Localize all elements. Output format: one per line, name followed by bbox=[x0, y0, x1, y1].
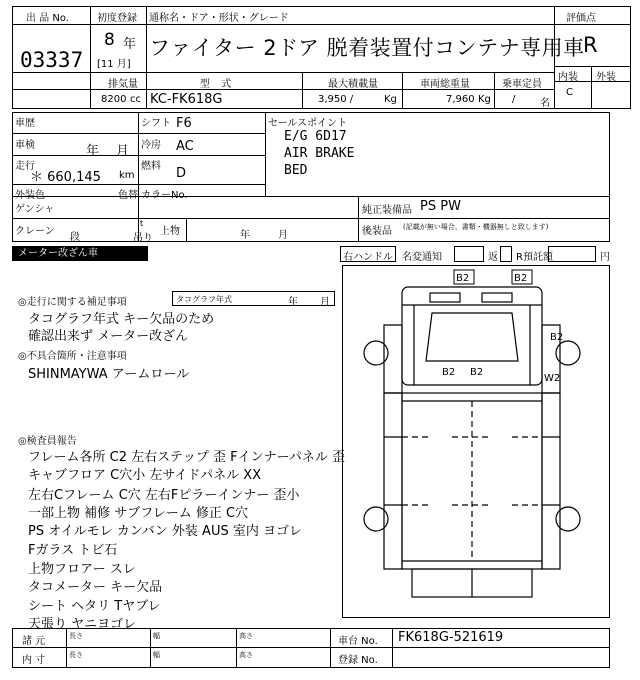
inspection-label: 車検 bbox=[15, 140, 35, 151]
interior-dim-label: 内 寸 bbox=[22, 655, 46, 666]
capacity-unit: 名 bbox=[540, 98, 550, 109]
inspector-line-3: 左右Cフレーム C穴 左右Fピラーインナー 歪小 bbox=[28, 488, 300, 503]
gross-weight: 7,960 bbox=[446, 94, 475, 105]
gross-weight-unit: Kg bbox=[478, 94, 491, 105]
lot-number: 03337 bbox=[20, 48, 84, 72]
width-label-2: 幅 bbox=[153, 651, 160, 659]
length-label-1: 長さ bbox=[69, 632, 83, 640]
color-change-label: 色替 bbox=[118, 190, 138, 201]
exterior-label: 外装 bbox=[596, 72, 616, 83]
reg-year: 8 bbox=[104, 30, 115, 50]
truck-damage-diagram bbox=[342, 265, 610, 618]
crane-label: クレーン bbox=[15, 226, 55, 237]
history-label: 車歴 bbox=[15, 118, 35, 129]
displacement: 8200 bbox=[101, 94, 127, 105]
sales-point-3: BED bbox=[284, 163, 308, 178]
aftermarket-note: (記載が無い場合、書類・機器無しと致します) bbox=[403, 223, 549, 231]
type-value: KC-FK618G bbox=[150, 92, 223, 107]
windshield bbox=[426, 313, 518, 361]
mileage-label: 走行 bbox=[15, 161, 35, 172]
damage-mark-b2-door: B2 bbox=[550, 332, 564, 343]
defect-note-1: SHINMAYWA アームロール bbox=[28, 367, 190, 382]
crane-ton: t bbox=[140, 219, 144, 228]
model-label: 通称名・ドア・形状・グレード bbox=[149, 13, 289, 24]
defects-title: ◎不具合箇所・注意事項 bbox=[18, 351, 127, 362]
genuine-label: 純正装備品 bbox=[362, 205, 412, 216]
damage-mark-b2-cab-left: B2 bbox=[456, 273, 470, 284]
damage-mark-b2-floor-right: B2 bbox=[470, 367, 484, 378]
ac-value: AC bbox=[176, 139, 194, 154]
width-label-1: 幅 bbox=[153, 632, 160, 640]
driving-note-1: タコグラフ年式 キー欠品のため bbox=[28, 312, 215, 327]
sales-points-label: セールスポイント bbox=[268, 118, 348, 129]
inspector-line-8: タコメーター キー欠品 bbox=[28, 580, 163, 595]
shift-value: F6 bbox=[176, 116, 192, 131]
right-handle-label: 右ハンドル bbox=[343, 252, 393, 263]
inspector-line-9: シート ヘタリ Tヤブレ bbox=[28, 599, 161, 614]
inspector-title: ◎検査員報告 bbox=[18, 436, 77, 447]
returned-label: 返 bbox=[488, 252, 498, 263]
tachograph-year: 年 bbox=[288, 297, 298, 308]
damage-mark-w2: W2 bbox=[544, 373, 561, 384]
inspection-month: 月 bbox=[116, 144, 130, 159]
r-deposit-label: R預託額 bbox=[516, 252, 553, 263]
driving-notes-title: ◎走行に関する補足事項 bbox=[18, 297, 127, 308]
meter-tampered-badge: メーター改ざん車 bbox=[12, 246, 148, 261]
inspector-line-6: Fガラス トビ石 bbox=[28, 543, 118, 558]
height-label-2: 高さ bbox=[239, 651, 253, 659]
fuel-value: D bbox=[176, 166, 187, 181]
grade-value: R bbox=[583, 33, 598, 57]
inspector-line-7: 上物フロアー スレ bbox=[28, 562, 136, 577]
grade-label: 評価点 bbox=[566, 13, 596, 24]
tachograph-label: タコグラフ年式 bbox=[176, 295, 232, 304]
type-label: 型 式 bbox=[200, 79, 236, 90]
first-reg-label: 初度登録 bbox=[97, 13, 137, 24]
chassis-number: FK618G-521619 bbox=[398, 630, 504, 645]
right-mirror bbox=[482, 293, 512, 302]
displacement-label: 排気量 bbox=[108, 79, 138, 90]
inspection-year: 年 bbox=[86, 144, 100, 159]
inspector-line-4: 一部上物 補修 サブフレーム 修正 C穴 bbox=[28, 506, 249, 521]
fuel-label: 燃料 bbox=[141, 161, 161, 172]
aftermarket-label: 後装品 bbox=[362, 226, 392, 237]
inspector-line-10: 天張り ヤニヨゴレ bbox=[28, 617, 137, 632]
capacity: / bbox=[512, 94, 516, 105]
length-label-2: 長さ bbox=[69, 651, 83, 659]
crane-suspend: 吊り bbox=[133, 233, 153, 244]
max-load: 3,950 / bbox=[318, 94, 354, 105]
inspector-line-1: フレーム各所 C2 左右ステップ 歪 Fインナーパネル 歪 bbox=[28, 450, 346, 465]
upper-month: 月 bbox=[278, 230, 288, 241]
yen-label: 円 bbox=[600, 252, 610, 263]
upper-label: 上物 bbox=[160, 226, 180, 237]
mileage-value: ＊ 660,145 bbox=[30, 170, 101, 185]
upper-year: 年 bbox=[240, 230, 250, 241]
shift-label: シフト bbox=[141, 118, 171, 129]
inspector-line-5: PS オイルモレ カンバン 外装 AUS 室内 ヨゴレ bbox=[28, 524, 302, 539]
spec-notes-label: 諸 元 bbox=[22, 636, 46, 647]
sales-point-2: AIR BRAKE bbox=[284, 146, 355, 161]
ac-label: 冷房 bbox=[141, 140, 161, 151]
sales-point-1: E/G 6D17 bbox=[284, 129, 347, 144]
color-code-label: カラーNo. bbox=[141, 190, 188, 201]
displacement-unit: cc bbox=[130, 94, 141, 105]
height-label-1: 高さ bbox=[239, 632, 253, 640]
color-label: 外装色 bbox=[15, 190, 45, 201]
reg-month: [11 月] bbox=[97, 59, 131, 70]
inspector-line-2: キャブフロア C穴小 左サイドパネル XX bbox=[28, 468, 262, 483]
interior-label: 内装 bbox=[558, 72, 578, 83]
damage-mark-b2-cab-right: B2 bbox=[514, 273, 528, 284]
color-value: ゲンシャ bbox=[15, 204, 55, 215]
mileage-unit: km bbox=[119, 170, 135, 181]
crane-stage: 段 bbox=[70, 232, 80, 243]
model-name: ファイター 2ドア 脱着装置付コンテナ専用車 bbox=[149, 36, 585, 60]
max-load-label: 最大積載量 bbox=[328, 79, 378, 90]
damage-mark-b2-floor-left: B2 bbox=[442, 367, 456, 378]
left-mirror bbox=[430, 293, 460, 302]
registration-label: 登録 No. bbox=[338, 655, 378, 666]
reg-year-unit: 年 bbox=[123, 37, 137, 52]
driving-note-2: 確認出来ず メーター改ざん bbox=[28, 329, 189, 344]
interior-grade: C bbox=[566, 87, 573, 98]
gross-weight-label: 車両総重量 bbox=[420, 79, 470, 90]
chassis-label: 車台 No. bbox=[338, 636, 378, 647]
tachograph-month: 月 bbox=[320, 297, 330, 308]
name-change-label: 名変通知 bbox=[402, 252, 442, 263]
capacity-label: 乗車定員 bbox=[502, 79, 542, 90]
lot-no-label: 出 品 No. bbox=[26, 13, 69, 24]
max-load-unit: Kg bbox=[384, 94, 397, 105]
genuine-value: PS PW bbox=[420, 199, 461, 214]
